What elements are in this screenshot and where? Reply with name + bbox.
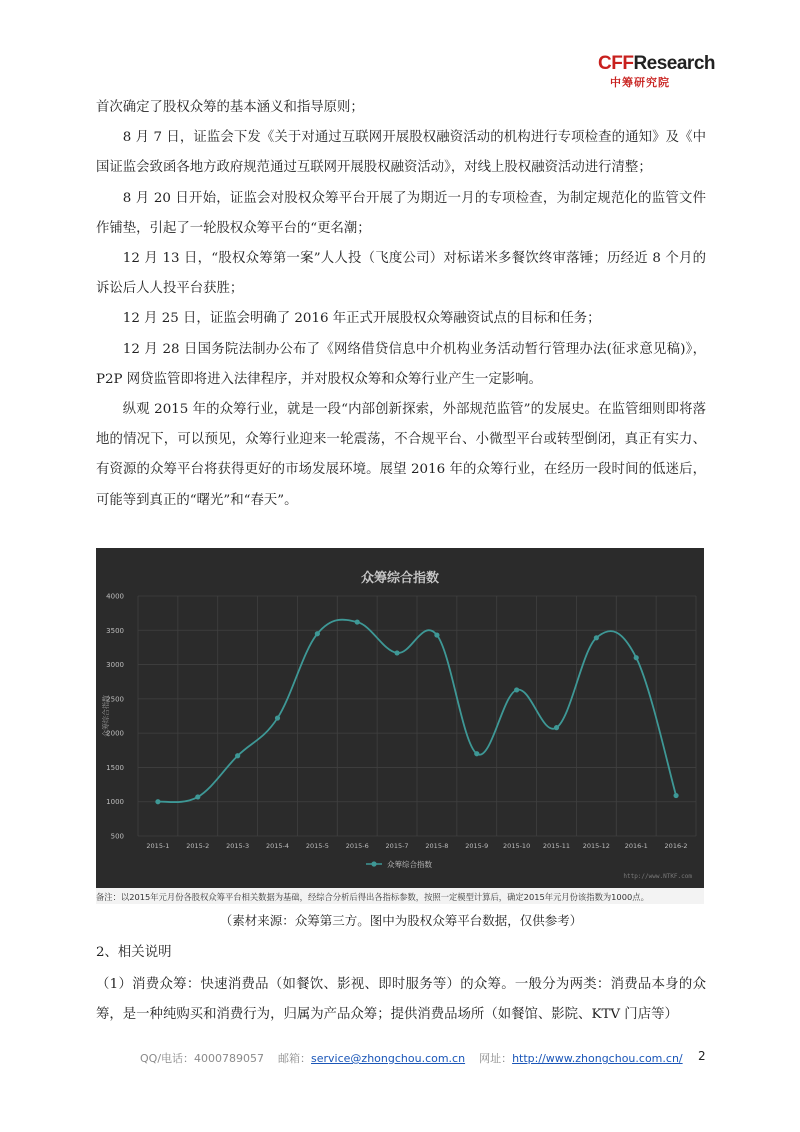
chart-title: 众筹综合指数 bbox=[360, 571, 440, 586]
section-heading-text: 2、相关说明 bbox=[96, 945, 172, 960]
data-point bbox=[275, 715, 280, 720]
section-paragraph: （1）消费众筹：快速消费品（如餐饮、影视、即时服务等）的众筹。一般分为两类：消费品本身的众筹，是一种纯购买和消费行为，归属为产品众筹；提供消费品场所（如餐馆、影院、KTV 门店等） bbox=[96, 977, 706, 1022]
x-tick-label: 2015-7 bbox=[385, 842, 409, 850]
paragraph-1: 首次确定了股权众筹的基本涵义和指导原则； bbox=[96, 100, 364, 115]
footer-site-link[interactable]: http://www.zhongchou.com.cn/ bbox=[512, 1052, 683, 1065]
data-point bbox=[594, 635, 599, 640]
paragraph-7: 纵观 2015 年的众筹行业，就是一段“内部创新探索，外部规范监管”的发展史。在监管细则即将落地的情况下，可以预见，众筹行业迎来一轮震荡，不合规平台、小微型平台或转型倒闭，真正有实力、有资源的众筹平台将获得更好的市场发展环境。展望 2016 年的众筹行业，在经历一段时间的低迷后，可能等到真正的“曙光”和“春天”。 bbox=[96, 402, 706, 508]
legend-entry: 众筹综合指数 bbox=[387, 860, 432, 869]
data-point bbox=[155, 799, 160, 804]
y-tick-label: 500 bbox=[110, 832, 124, 841]
data-point bbox=[634, 655, 639, 660]
y-tick-label: 4000 bbox=[106, 592, 124, 601]
section-heading bbox=[96, 938, 706, 968]
chart-figure bbox=[96, 548, 704, 904]
data-point bbox=[394, 650, 399, 655]
logo-research: Research bbox=[633, 53, 715, 74]
y-axis-label: 众筹综合指数 bbox=[102, 695, 110, 737]
x-tick-label: 2015-1 bbox=[146, 842, 170, 850]
x-tick-label: 2015-2 bbox=[186, 842, 210, 850]
data-point bbox=[434, 632, 439, 637]
x-tick-label: 2015-3 bbox=[226, 842, 250, 850]
x-tick-label: 2015-6 bbox=[345, 842, 369, 850]
footer-email-label: 邮箱： bbox=[278, 1052, 312, 1065]
data-point bbox=[235, 753, 240, 758]
chart-background bbox=[96, 548, 704, 888]
y-tick-label: 3000 bbox=[106, 661, 124, 670]
cff-research-logo bbox=[598, 53, 715, 90]
chart-note: 备注：以2015年元月份各股权众筹平台相关数据为基础，经综合分析后得出各指标参数，按照一定模型计算后，确定2015年元月份该指数为1000点。 bbox=[96, 892, 649, 902]
x-tick-label: 2015-5 bbox=[305, 842, 329, 850]
x-tick-label: 2015-10 bbox=[503, 842, 531, 850]
data-point bbox=[673, 793, 678, 798]
y-tick-label: 3500 bbox=[106, 626, 124, 635]
chart-watermark: http://www.NTKF.com bbox=[623, 873, 692, 880]
x-tick-label: 2015-12 bbox=[582, 842, 610, 850]
body-text bbox=[96, 93, 706, 516]
page-number: 2 bbox=[698, 1049, 706, 1063]
y-tick-label: 1500 bbox=[106, 763, 124, 772]
legend-swatch-dot bbox=[371, 861, 376, 866]
x-tick-label: 2015-4 bbox=[265, 842, 290, 850]
footer-contact: QQ/电话：4000789057 bbox=[140, 1052, 265, 1065]
data-point bbox=[315, 631, 320, 636]
paragraph-2: 8 月 7 日，证监会下发《关于对通过互联网开展股权融资活动的机构进行专项检查的通知》及《中国证监会致函各地方政府规范通过互联网开展股权融资活动》，对线上股权融资活动进行清整； bbox=[96, 130, 706, 176]
paragraph-6: 12 月 28 日国务院法制办公布了《网络借贷信息中介机构业务活动暂行管理办法(征求意见稿)》，P2P 网贷监管即将进入法律程序，并对股权众筹和众筹行业产生一定影响。 bbox=[96, 341, 706, 387]
chart-caption: （素材来源：众筹第三方。图中为股权众筹平台数据，仅供参考） bbox=[219, 913, 583, 928]
footer-site-label: 网址： bbox=[479, 1052, 513, 1065]
data-point bbox=[474, 751, 479, 756]
y-tick-label: 2000 bbox=[106, 729, 124, 738]
data-point bbox=[514, 687, 519, 692]
x-tick-label: 2016-1 bbox=[624, 842, 648, 850]
data-point bbox=[355, 619, 360, 624]
footer bbox=[140, 1050, 683, 1066]
data-point bbox=[554, 725, 559, 730]
section-body bbox=[96, 970, 706, 1030]
footer-email-link[interactable]: service@zhongchou.com.cn bbox=[311, 1052, 466, 1065]
logo-subtitle: 中筹研究院 bbox=[610, 76, 670, 89]
paragraph-5: 12 月 25 日，证监会明确了 2016 年正式开展股权众筹融资试点的目标和任务； bbox=[122, 311, 601, 327]
x-tick-label: 2015-8 bbox=[425, 842, 449, 850]
logo-cff: CFF bbox=[598, 53, 634, 74]
x-tick-label: 2015-11 bbox=[542, 842, 571, 850]
x-tick-label: 2015-9 bbox=[465, 842, 489, 850]
crowdfunding-index-chart bbox=[96, 548, 704, 904]
x-tick-label: 2016-2 bbox=[664, 842, 688, 850]
data-point bbox=[195, 794, 200, 799]
paragraph-4: 12 月 13 日，“股权众筹第一案”人人投（飞度公司）对标诺米多餐饮终审落锤；历经近 8 个月的诉讼后人人投平台获胜； bbox=[96, 251, 706, 297]
paragraph-3: 8 月 20 日开始，证监会对股权众筹平台开展了为期近一月的专项检查，为制定规范化的监管文件作铺垫，引起了一轮股权众筹平台的“更名潮； bbox=[96, 190, 706, 236]
y-tick-label: 2500 bbox=[106, 695, 124, 704]
y-tick-label: 1000 bbox=[106, 798, 124, 807]
